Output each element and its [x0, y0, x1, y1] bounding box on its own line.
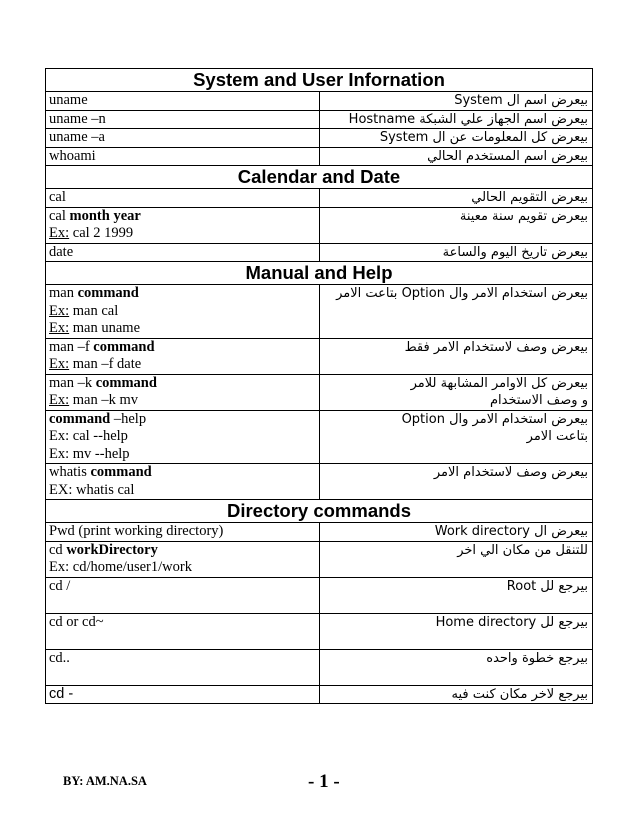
- command-line: [49, 411, 316, 429]
- command-name: man: [49, 285, 74, 301]
- command-cell: cd..: [46, 649, 320, 685]
- table-row: [46, 649, 593, 685]
- table-row: [46, 129, 593, 148]
- footer-author: BY: AM.NA.SA: [63, 774, 147, 788]
- description-cell: بيعرض وصف لاستخدام الامر فقط: [319, 338, 593, 374]
- command-cell: uname –a: [46, 129, 320, 148]
- example-label: Ex:: [49, 225, 70, 241]
- table-row: [46, 92, 593, 111]
- description-line: و وصف الاستخدام: [489, 393, 588, 408]
- example-line: Ex: cal --help: [49, 428, 128, 444]
- section-header-row: [46, 262, 593, 285]
- command-cell: [46, 464, 320, 500]
- command-line: [49, 464, 316, 482]
- section-header-row: [46, 500, 593, 523]
- example-text: cal 2 1999: [72, 225, 134, 241]
- table-row: [46, 685, 593, 704]
- command-cell: uname: [46, 92, 320, 111]
- table-row: [46, 147, 593, 166]
- example-text: man uname: [72, 320, 141, 336]
- command-cell: Pwd (print working directory): [46, 523, 320, 542]
- example-line: EX: whatis cal: [49, 481, 135, 498]
- command-cell: uname –n: [46, 110, 320, 129]
- example-line: Ex: cd/home/user1/work: [49, 559, 192, 575]
- section-title-manual: Manual and Help: [46, 262, 593, 285]
- description-cell: للتنقل من مكان الي اخر: [319, 541, 593, 577]
- command-cell: cal: [46, 189, 320, 208]
- section-title-directory: Directory commands: [46, 500, 593, 523]
- example-label: Ex:: [49, 320, 70, 336]
- table-row: [46, 410, 593, 464]
- command-cell: date: [46, 243, 320, 262]
- description-cell: بيعرض وصف لاستخدام الامر: [319, 464, 593, 500]
- description-cell: بيرجع لل Home directory: [319, 613, 593, 649]
- command-name: man –k: [49, 374, 93, 391]
- command-line: [49, 542, 316, 560]
- description-cell: بيعرض ال Work directory: [319, 523, 593, 542]
- description-cell: بيعرض كل المعلومات عن ال System: [319, 129, 593, 148]
- command-cell: [46, 541, 320, 577]
- description-cell: بيعرض اسم الجهاز علي الشبكة Hostname: [319, 110, 593, 129]
- command-cell: [46, 374, 320, 410]
- description-cell: بيرجع خطوة واحده: [319, 649, 593, 685]
- table-row: [46, 523, 593, 542]
- command-name: cal: [49, 207, 66, 224]
- description-cell: بيعرض تقويم سنة معينة: [319, 207, 593, 243]
- example-line: Ex: mv --help: [49, 445, 130, 462]
- table-row: [46, 338, 593, 374]
- example-line: [49, 356, 316, 374]
- description-cell: بيعرض اسم المستخدم الحالي: [319, 147, 593, 166]
- command-line: [49, 208, 316, 226]
- example-label: Ex:: [49, 356, 70, 372]
- command-name: cd: [49, 541, 63, 558]
- table-row: [46, 189, 593, 208]
- example-line: [49, 303, 316, 321]
- section-title-calendar: Calendar and Date: [46, 166, 593, 189]
- table-row: [46, 541, 593, 577]
- table-row: [46, 464, 593, 500]
- table-row: [46, 207, 593, 243]
- example-text: man –f date: [72, 356, 142, 372]
- example-line: [49, 392, 316, 410]
- command-name: whatis: [49, 464, 87, 480]
- command-cell: cd or cd~: [46, 613, 320, 649]
- command-arg: command: [77, 285, 139, 301]
- description-cell: بيعرض اسم ال System: [319, 92, 593, 111]
- example-text: man cal: [72, 302, 119, 319]
- section-header-row: [46, 166, 593, 189]
- description-line: بتاعت الامر: [526, 429, 588, 444]
- command-cell: cd /: [46, 577, 320, 613]
- description-line: بيعرض كل الاوامر المشابهة للامر: [410, 375, 588, 391]
- description-cell: بيعرض التقويم الحالي: [319, 189, 593, 208]
- example-line: [49, 225, 316, 243]
- command-cell: [46, 207, 320, 243]
- section-header-row: [46, 69, 593, 92]
- command-args: month year: [69, 207, 141, 224]
- command-cell: [46, 338, 320, 374]
- table-row: [46, 110, 593, 129]
- description-line: بيعرض استخدام الامر وال Option: [401, 411, 588, 427]
- command-arg: command: [95, 374, 157, 391]
- example-label: Ex:: [49, 392, 70, 408]
- command-reference-table: [45, 68, 593, 704]
- description-cell: بيرجع لاخر مكان كنت فيه: [319, 685, 593, 704]
- description-cell: بيرجع لل Root: [319, 577, 593, 613]
- table-row: [46, 374, 593, 410]
- description-cell: [319, 374, 593, 410]
- command-option: –help: [113, 410, 147, 427]
- table-row: [46, 243, 593, 262]
- command-arg: command: [93, 338, 155, 355]
- description-cell: بيعرض تاريخ اليوم والساعة: [319, 243, 593, 262]
- command-cell: [46, 285, 320, 339]
- description-cell: بيعرض استخدام الامر وال Option بتاعت الامر: [319, 285, 593, 339]
- command-name: man –f: [49, 338, 90, 355]
- command-arg: workDirectory: [66, 541, 158, 558]
- table-row: [46, 285, 593, 339]
- section-title-system: System and User Infornation: [46, 69, 593, 92]
- command-cell: [46, 410, 320, 464]
- command-cell: whoami: [46, 147, 320, 166]
- command-cell: cd -: [46, 685, 320, 704]
- table-row: [46, 577, 593, 613]
- command-line: [49, 285, 316, 303]
- page-number: - 1 -: [308, 771, 340, 792]
- example-label: Ex:: [49, 302, 70, 319]
- example-line: [49, 320, 316, 338]
- command-line: [49, 375, 316, 393]
- command-line: [49, 339, 316, 357]
- description-cell: [319, 410, 593, 464]
- command-arg: command: [90, 464, 152, 480]
- example-text: man –k mv: [72, 392, 139, 408]
- command-arg: command: [49, 410, 111, 427]
- table-row: [46, 613, 593, 649]
